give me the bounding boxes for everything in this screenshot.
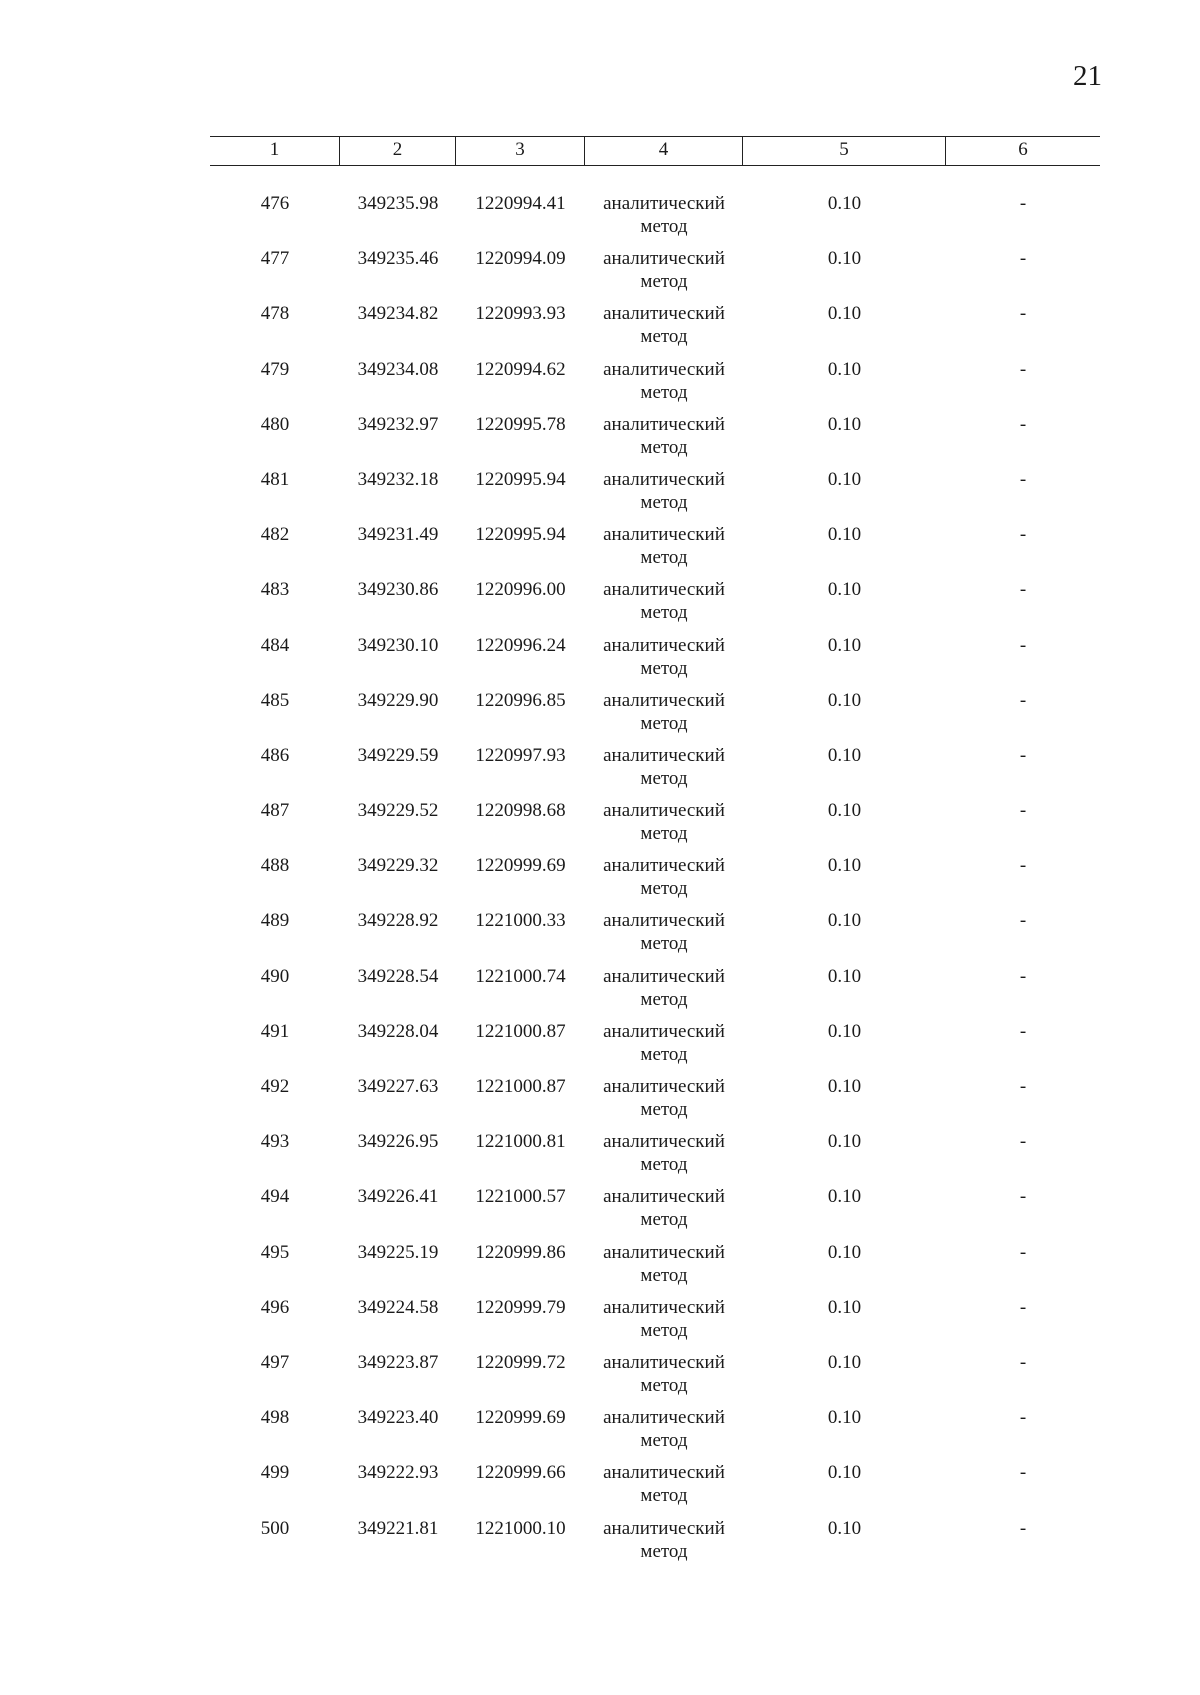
- coordinate-x: 349231.49: [357, 524, 439, 546]
- table-row: [210, 192, 1100, 247]
- header-col-6: 6: [1018, 139, 1028, 160]
- method-line-1: аналитический: [603, 634, 725, 656]
- method-cell: [585, 358, 743, 413]
- coordinate-y: 1220996.00: [475, 579, 566, 601]
- accuracy-value: 0.10: [827, 800, 862, 822]
- coordinate-y: 1220999.79: [475, 1296, 566, 1318]
- coordinate-y: 1220999.86: [475, 1241, 566, 1263]
- coordinate-y: 1220999.69: [475, 1407, 566, 1429]
- coordinate-x: 349223.87: [357, 1351, 439, 1373]
- method-cell: [585, 1075, 743, 1130]
- method-cell: [585, 854, 743, 909]
- header-col-4: 4: [585, 137, 743, 165]
- coordinate-x: 349229.52: [357, 800, 439, 822]
- coordinate-x: 349232.18: [357, 468, 439, 490]
- point-number: 492: [260, 1076, 290, 1097]
- coordinate-y: 1221000.57: [475, 1186, 566, 1208]
- table-row: [210, 247, 1100, 302]
- method-line-1: аналитический: [603, 1186, 725, 1208]
- description-cell: -: [1019, 910, 1027, 932]
- accuracy-value: 0.10: [827, 1020, 862, 1042]
- description-cell: -: [1019, 193, 1027, 214]
- header-col-2: 2: [340, 137, 456, 165]
- table-row: [210, 413, 1100, 468]
- method-cell: [585, 634, 743, 689]
- accuracy-value: 0.10: [827, 303, 862, 325]
- method-cell: [585, 1130, 743, 1185]
- method-line-2: метод: [640, 1540, 688, 1562]
- method-line-1: аналитический: [603, 855, 725, 877]
- coordinate-x: 349229.32: [357, 855, 439, 877]
- accuracy-value: 0.10: [827, 1351, 862, 1373]
- method-line-2: метод: [640, 1154, 688, 1176]
- point-number: 482: [260, 524, 290, 546]
- method-cell: [585, 1185, 743, 1240]
- header-col-5: 5: [743, 137, 946, 165]
- page-number: 21: [1073, 60, 1102, 92]
- point-number: 486: [260, 744, 290, 766]
- method-line-2: метод: [640, 602, 688, 624]
- method-cell: [585, 1351, 743, 1406]
- accuracy-value: 0.10: [827, 1241, 862, 1263]
- method-cell: [585, 413, 743, 468]
- method-cell: [585, 1461, 743, 1516]
- method-line-1: аналитический: [603, 1020, 725, 1042]
- table-row: [210, 523, 1100, 578]
- table-row: [210, 1461, 1100, 1516]
- coordinate-y: 1220999.69: [475, 855, 566, 877]
- coordinate-y: 1221000.87: [475, 1020, 566, 1042]
- method-line-2: метод: [640, 216, 688, 237]
- accuracy-value: 0.10: [827, 358, 862, 380]
- coordinates-table: [210, 136, 1100, 1562]
- description-cell: -: [1019, 744, 1027, 766]
- table-row: [210, 1130, 1100, 1185]
- point-number: 497: [260, 1351, 290, 1373]
- method-line-1: аналитический: [603, 1131, 725, 1153]
- point-number: 489: [260, 910, 290, 932]
- accuracy-value: 0.10: [827, 965, 862, 987]
- method-cell: [585, 1020, 743, 1075]
- coordinate-x: 349223.40: [357, 1407, 439, 1429]
- coordinate-y: 1220999.66: [475, 1462, 566, 1484]
- description-cell: -: [1019, 1296, 1027, 1318]
- method-line-1: аналитический: [603, 248, 725, 270]
- accuracy-value: 0.10: [827, 248, 862, 270]
- accuracy-value: 0.10: [827, 1462, 862, 1484]
- accuracy-value: 0.10: [827, 744, 862, 766]
- description-cell: -: [1019, 1131, 1027, 1153]
- table-row: [210, 744, 1100, 799]
- description-cell: -: [1019, 1186, 1027, 1208]
- description-cell: -: [1019, 855, 1027, 877]
- coordinate-y: 1221000.81: [475, 1131, 566, 1153]
- coordinate-y: 1221000.74: [475, 965, 566, 987]
- table-row: [210, 1406, 1100, 1461]
- method-cell: [585, 799, 743, 854]
- point-number: 478: [260, 303, 290, 325]
- description-cell: -: [1019, 358, 1027, 380]
- table-row: [210, 1296, 1100, 1351]
- method-line-2: метод: [640, 712, 688, 734]
- coordinate-x: 349227.63: [357, 1076, 439, 1097]
- accuracy-value: 0.10: [827, 1131, 862, 1153]
- method-line-2: метод: [640, 1485, 688, 1507]
- method-line-2: метод: [640, 1043, 688, 1065]
- coordinate-y: 1220994.62: [475, 358, 566, 380]
- method-line-2: метод: [640, 878, 688, 900]
- table-row: [210, 799, 1100, 854]
- point-number: 493: [260, 1131, 290, 1153]
- method-line-1: аналитический: [603, 524, 725, 546]
- accuracy-value: 0.10: [827, 689, 862, 711]
- coordinate-y: 1220995.94: [475, 524, 566, 546]
- point-number: 488: [260, 855, 290, 877]
- coordinate-x: 349228.92: [357, 910, 439, 932]
- method-line-2: метод: [640, 381, 688, 403]
- method-cell: [585, 468, 743, 523]
- method-line-2: метод: [640, 271, 688, 293]
- method-line-2: метод: [640, 1264, 688, 1286]
- point-number: 494: [260, 1186, 290, 1208]
- description-cell: -: [1019, 965, 1027, 987]
- table-row: [210, 1075, 1100, 1130]
- point-number: 476: [260, 193, 290, 214]
- table-row: [210, 1517, 1100, 1572]
- method-cell: [585, 192, 743, 247]
- table-row: [210, 1351, 1100, 1406]
- coordinate-x: 349221.81: [357, 1517, 439, 1539]
- description-cell: -: [1019, 1407, 1027, 1429]
- coordinate-x: 349225.19: [357, 1241, 439, 1263]
- coordinate-y: 1221000.10: [475, 1517, 566, 1539]
- coordinate-x: 349226.95: [357, 1131, 439, 1153]
- coordinate-y: 1220995.94: [475, 468, 566, 490]
- coordinate-y: 1220999.72: [475, 1351, 566, 1373]
- table-row: [210, 578, 1100, 633]
- table-row: [210, 689, 1100, 744]
- method-line-1: аналитический: [603, 1351, 725, 1373]
- description-cell: -: [1019, 634, 1027, 656]
- method-line-1: аналитический: [603, 965, 725, 987]
- method-line-2: метод: [640, 767, 688, 789]
- coordinate-x: 349229.59: [357, 744, 439, 766]
- point-number: 480: [260, 413, 290, 435]
- description-cell: -: [1019, 689, 1027, 711]
- coordinate-x: 349232.97: [357, 413, 439, 435]
- coordinate-x: 349234.08: [357, 358, 439, 380]
- description-cell: -: [1019, 248, 1027, 270]
- method-line-2: метод: [640, 823, 688, 845]
- coordinate-y: 1220995.78: [475, 413, 566, 435]
- table-row: [210, 854, 1100, 909]
- coordinate-x: 349224.58: [357, 1296, 439, 1318]
- table-row: [210, 909, 1100, 964]
- point-number: 491: [260, 1020, 290, 1042]
- table-row: [210, 468, 1100, 523]
- point-number: 499: [260, 1462, 290, 1484]
- method-line-1: аналитический: [603, 358, 725, 380]
- method-line-2: метод: [640, 1099, 688, 1120]
- method-cell: [585, 965, 743, 1020]
- description-cell: -: [1019, 1351, 1027, 1373]
- method-line-2: метод: [640, 326, 688, 348]
- coordinate-y: 1221000.87: [475, 1076, 566, 1097]
- coordinate-x: 349228.54: [357, 965, 439, 987]
- accuracy-value: 0.10: [827, 855, 862, 877]
- description-cell: -: [1019, 468, 1027, 490]
- coordinate-x: 349230.10: [357, 634, 439, 656]
- method-line-2: метод: [640, 547, 688, 569]
- method-line-1: аналитический: [603, 1296, 725, 1318]
- coordinate-x: 349226.41: [357, 1186, 439, 1208]
- description-cell: -: [1019, 1517, 1027, 1539]
- method-line-1: аналитический: [603, 1462, 725, 1484]
- point-number: 496: [260, 1296, 290, 1318]
- point-number: 483: [260, 579, 290, 601]
- coordinate-y: 1220994.09: [475, 248, 566, 270]
- method-line-1: аналитический: [603, 303, 725, 325]
- method-line-2: метод: [640, 1430, 688, 1452]
- point-number: 481: [260, 468, 290, 490]
- coordinate-y: 1220993.93: [475, 303, 566, 325]
- point-number: 485: [260, 689, 290, 711]
- method-line-1: аналитический: [603, 910, 725, 932]
- method-line-1: аналитический: [603, 413, 725, 435]
- method-cell: [585, 689, 743, 744]
- table-body: [210, 192, 1100, 1572]
- description-cell: -: [1019, 1462, 1027, 1484]
- coordinate-x: 349228.04: [357, 1020, 439, 1042]
- accuracy-value: 0.10: [827, 634, 862, 656]
- method-cell: [585, 1296, 743, 1351]
- description-cell: -: [1019, 579, 1027, 601]
- method-line-2: метод: [640, 657, 688, 679]
- method-cell: [585, 578, 743, 633]
- method-line-2: метод: [640, 933, 688, 955]
- method-cell: [585, 909, 743, 964]
- table-row: [210, 965, 1100, 1020]
- accuracy-value: 0.10: [827, 468, 862, 490]
- description-cell: -: [1019, 1020, 1027, 1042]
- accuracy-value: 0.10: [827, 1296, 862, 1318]
- method-line-1: аналитический: [603, 1241, 725, 1263]
- accuracy-value: 0.10: [827, 193, 862, 214]
- coordinate-x: 349235.98: [357, 193, 439, 214]
- method-line-1: аналитический: [603, 1407, 725, 1429]
- method-cell: [585, 247, 743, 302]
- method-cell: [585, 1406, 743, 1461]
- method-line-1: аналитический: [603, 193, 725, 214]
- accuracy-value: 0.10: [827, 524, 862, 546]
- coordinate-x: 349230.86: [357, 579, 439, 601]
- accuracy-value: 0.10: [827, 1186, 862, 1208]
- coordinate-x: 349235.46: [357, 248, 439, 270]
- coordinate-y: 1221000.33: [475, 910, 566, 932]
- coordinate-y: 1220994.41: [475, 193, 566, 214]
- table-row: [210, 1185, 1100, 1240]
- method-line-1: аналитический: [603, 800, 725, 822]
- method-line-2: метод: [640, 491, 688, 513]
- coordinate-x: 349229.90: [357, 689, 439, 711]
- point-number: 500: [260, 1517, 290, 1539]
- description-cell: -: [1019, 800, 1027, 822]
- method-line-1: аналитический: [603, 468, 725, 490]
- method-line-1: аналитический: [603, 689, 725, 711]
- coordinate-y: 1220998.68: [475, 800, 566, 822]
- table-header: [210, 136, 1100, 166]
- coordinate-y: 1220996.24: [475, 634, 566, 656]
- point-number: 498: [260, 1407, 290, 1429]
- header-col-1: 1: [210, 137, 340, 165]
- method-line-2: метод: [640, 1319, 688, 1341]
- method-line-1: аналитический: [603, 1076, 725, 1097]
- description-cell: -: [1019, 303, 1027, 325]
- accuracy-value: 0.10: [827, 910, 862, 932]
- header-col-3: 3: [456, 137, 585, 165]
- point-number: 490: [260, 965, 290, 987]
- table-row: [210, 302, 1100, 357]
- coordinate-x: 349234.82: [357, 303, 439, 325]
- method-line-2: метод: [640, 988, 688, 1010]
- method-line-1: аналитический: [603, 579, 725, 601]
- method-cell: [585, 523, 743, 578]
- method-line-1: аналитический: [603, 744, 725, 766]
- table-row: [210, 358, 1100, 413]
- method-cell: [585, 1241, 743, 1296]
- method-line-2: метод: [640, 436, 688, 458]
- accuracy-value: 0.10: [827, 1517, 862, 1539]
- method-cell: [585, 302, 743, 357]
- point-number: 484: [260, 634, 290, 656]
- method-cell: [585, 1517, 743, 1572]
- description-cell: -: [1019, 413, 1027, 435]
- point-number: 477: [260, 248, 290, 270]
- method-line-1: аналитический: [603, 1517, 725, 1539]
- accuracy-value: 0.10: [827, 413, 862, 435]
- point-number: 495: [260, 1241, 290, 1263]
- method-line-2: метод: [640, 1209, 688, 1231]
- accuracy-value: 0.10: [827, 579, 862, 601]
- coordinate-y: 1220997.93: [475, 744, 566, 766]
- description-cell: -: [1019, 524, 1027, 546]
- table-row: [210, 1020, 1100, 1075]
- table-row: [210, 1241, 1100, 1296]
- method-cell: [585, 744, 743, 799]
- accuracy-value: 0.10: [827, 1407, 862, 1429]
- method-line-2: метод: [640, 1374, 688, 1396]
- description-cell: -: [1019, 1076, 1027, 1097]
- description-cell: -: [1019, 1241, 1027, 1263]
- point-number: 479: [260, 358, 290, 380]
- coordinate-x: 349222.93: [357, 1462, 439, 1484]
- coordinate-y: 1220996.85: [475, 689, 566, 711]
- accuracy-value: 0.10: [827, 1076, 862, 1097]
- table-row: [210, 634, 1100, 689]
- point-number: 487: [260, 800, 290, 822]
